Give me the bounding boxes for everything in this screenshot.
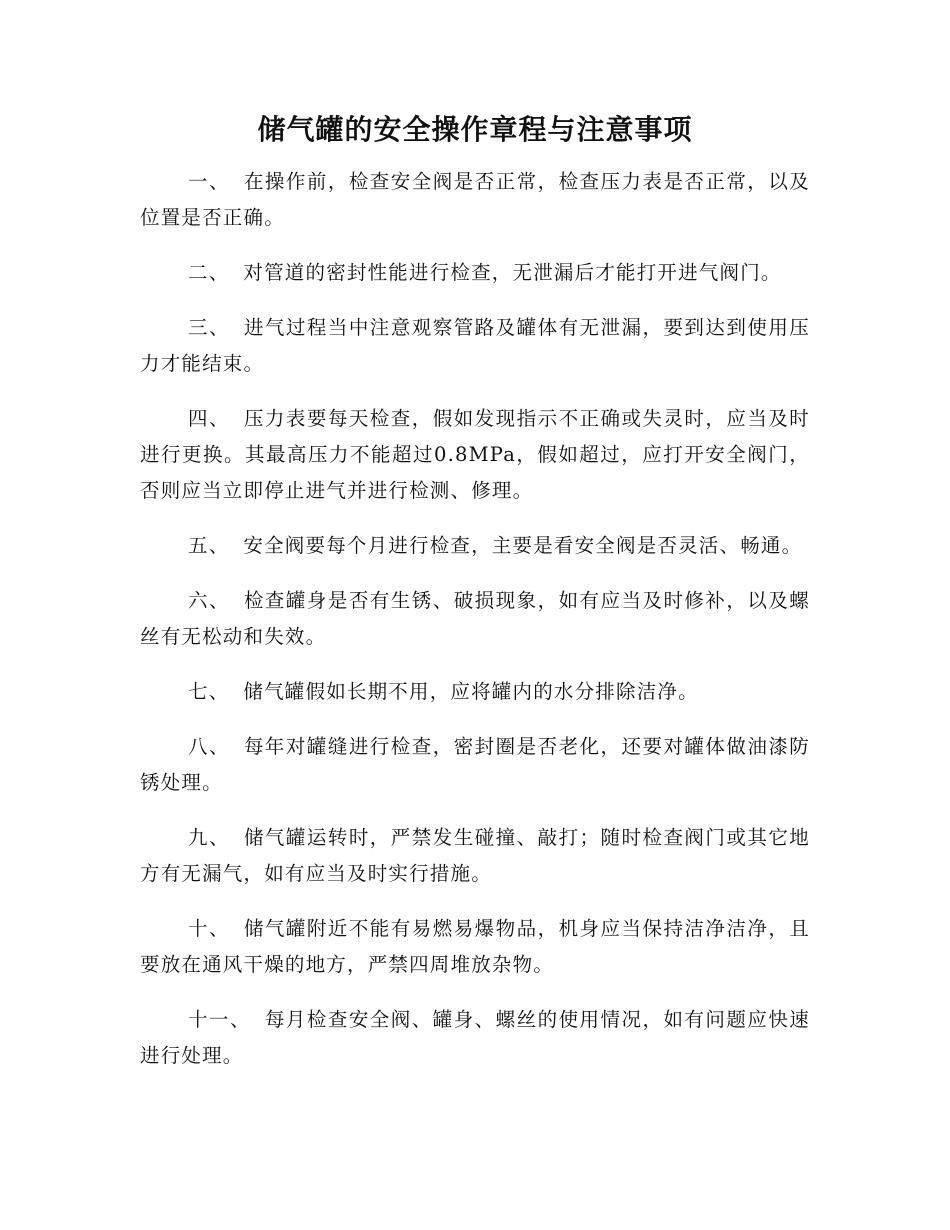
clause-text: 安全阀要每个月进行检查，主要是看安全阀是否灵活、畅通。 xyxy=(243,534,803,557)
clause-number: 三、 xyxy=(188,316,230,339)
clause-item xyxy=(140,528,810,564)
clause-item xyxy=(140,401,810,509)
clause-number: 十、 xyxy=(188,917,230,940)
clause-number: 六、 xyxy=(188,589,230,612)
clause-text: 储气罐假如长期不用，应将罐内的水分排除洁净。 xyxy=(243,680,699,703)
document-title: 储气罐的安全操作章程与注意事项 xyxy=(257,113,693,146)
clause-item xyxy=(140,255,810,291)
clause-item xyxy=(140,1002,810,1074)
clause-text: 每年对罐缝进行检查，密封圈是否老化，还要对罐体做油漆防锈处理。 xyxy=(140,735,810,794)
clause-number: 九、 xyxy=(188,826,230,849)
clause-number: 五、 xyxy=(188,534,230,557)
clause-number: 二、 xyxy=(188,261,230,284)
clause-number: 十一、 xyxy=(188,1008,251,1031)
clause-text: 储气罐运转时，严禁发生碰撞、敲打；随时检查阀门或其它地方有无漏气，如有应当及时实行措施。 xyxy=(140,826,810,885)
clause-text: 储气罐附近不能有易燃易爆物品，机身应当保持洁净洁净，且要放在通风干燥的地方，严禁四周堆放杂物。 xyxy=(140,917,810,976)
clause-text: 每月检查安全阀、罐身、螺丝的使用情况，如有问题应快速进行处理。 xyxy=(140,1008,811,1067)
clause-number: 七、 xyxy=(188,680,230,703)
clause-item xyxy=(140,310,810,382)
clause-number: 一、 xyxy=(188,170,230,193)
clause-number: 四、 xyxy=(188,407,230,430)
clause-text: 在操作前，检查安全阀是否正常，检查压力表是否正常，以及位置是否正确。 xyxy=(140,170,810,229)
clause-item xyxy=(140,820,810,892)
clause-text: 对管道的密封性能进行检查，无泄漏后才能打开进气阀门。 xyxy=(243,261,782,284)
clause-item xyxy=(140,729,810,801)
clause-item xyxy=(140,583,810,655)
clause-item xyxy=(140,674,810,710)
clause-text: 压力表要每天检查，假如发现指示不正确或失灵时，应当及时进行更换。其最高压力不能超过0.8MPa，假如超过，应打开安全阀门，否则应当立即停止进气并进行检测、修理。 xyxy=(140,407,810,502)
clause-item xyxy=(140,164,810,236)
clause-text: 进气过程当中注意观察管路及罐体有无泄漏，要到达到使用压力才能结束。 xyxy=(140,316,810,375)
clause-text: 检查罐身是否有生锈、破损现象，如有应当及时修补，以及螺丝有无松动和失效。 xyxy=(140,589,810,648)
clause-number: 八、 xyxy=(188,735,230,758)
clause-item xyxy=(140,911,810,983)
clause-list xyxy=(140,164,810,1093)
